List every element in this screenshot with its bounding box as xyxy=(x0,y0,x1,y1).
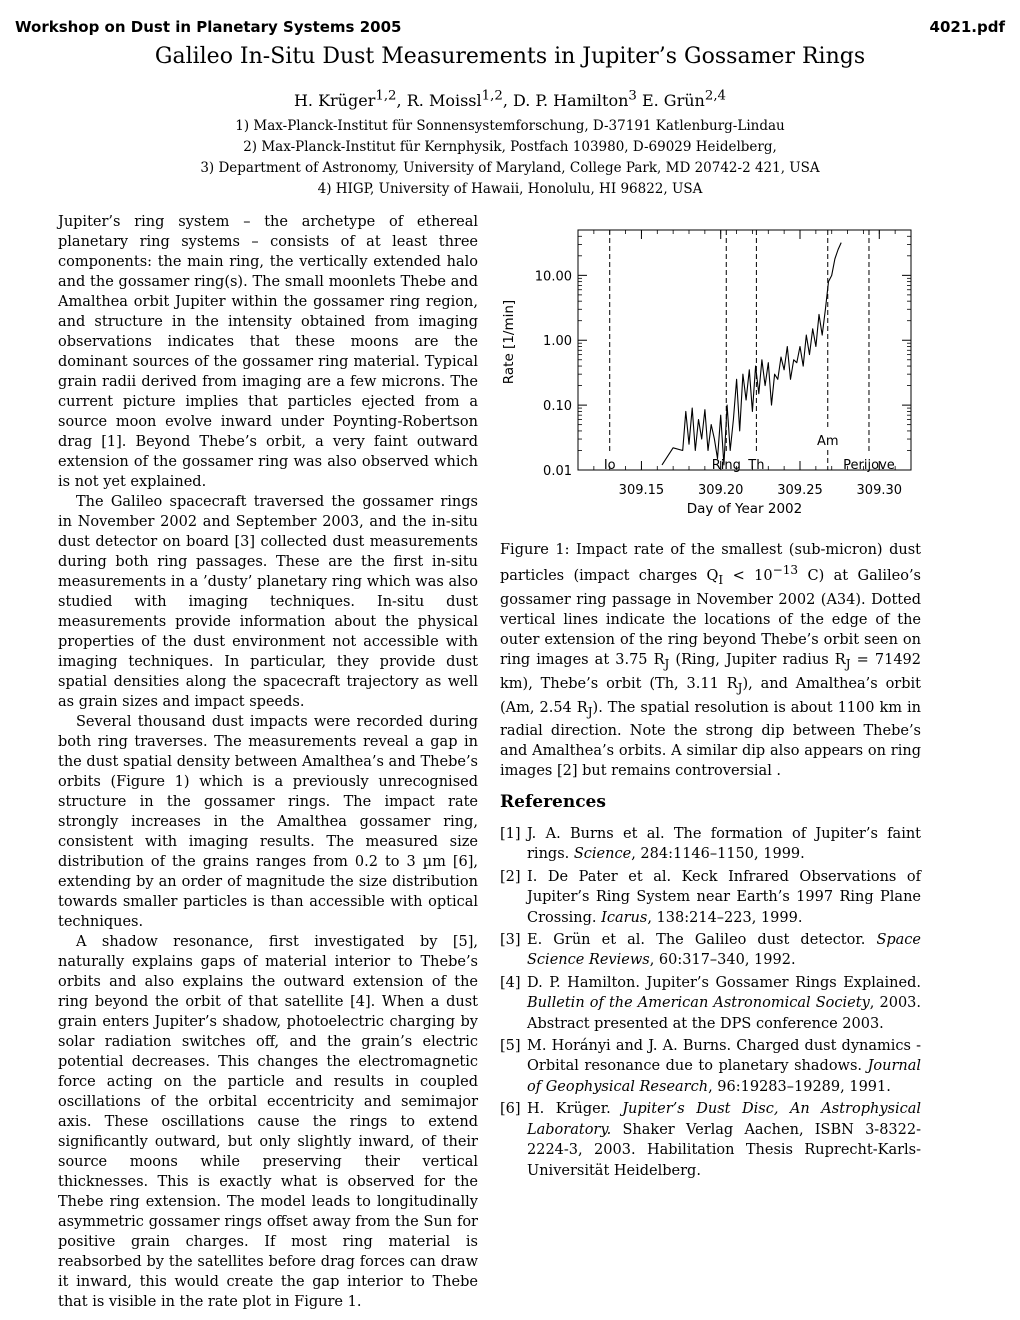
impact-rate-chart xyxy=(498,220,928,535)
reference-text: M. Horányi and J. A. Burns. Charged dust dynamics - Orbital resonance due to planetary shadows. Journal of Geophysical Research, 96:19283–19289, 1991. xyxy=(527,1038,921,1095)
reference-text: H. Krüger. Jupiter’s Dust Disc, An Astrophysical Laboratory. Shaker Verlag Aachen, ISBN 3-8322-2224-3, 2003. Habilitation Thesis Ruprecht-Karls-Universität Heidelberg. xyxy=(527,1101,921,1179)
running-header-right: 4021.pdf xyxy=(929,18,1005,36)
author-list xyxy=(0,89,1020,110)
reference-text: E. Grün et al. The Galileo dust detector. Space Science Reviews, 60:317–340, 1992. xyxy=(527,932,921,969)
reference-item xyxy=(500,930,921,971)
reference-text: J. A. Burns et al. The formation of Jupiter’s faint rings. Science, 284:1146–1150, 1999. xyxy=(527,826,921,863)
orbit-marker-label: Am xyxy=(816,434,839,449)
affiliations xyxy=(0,116,1020,200)
body-column xyxy=(58,212,478,1312)
y-tick-label: 1.00 xyxy=(543,334,572,350)
reference-item xyxy=(500,1099,921,1181)
reference-item xyxy=(500,973,921,1034)
reference-item xyxy=(500,824,921,865)
figure-caption xyxy=(500,540,921,781)
reference-number: [5] xyxy=(500,1038,521,1055)
body-paragraph-3: Several thousand dust impacts were recorded during both ring traverses. The measurements reveal a gap in the dust spatial density between Amalthea’s and Thebe’s orbits (Figure 1) which is a previously unrecognised structure in the gossamer rings. The impact rate strongly increases in the Amalthea gossamer ring, consistent with imaging results. The measured size distribution of the grains ranges from 0.2 to 3 µm [6], extending by an order of magnitude the size distribution towards smaller particles is than accessible with optical techniques. xyxy=(58,714,478,930)
affiliation-4: 4) HIGP, University of Hawaii, Honolulu, HI 96822, USA xyxy=(317,181,703,197)
orbit-marker-label: Ring xyxy=(711,458,741,473)
x-tick-label: 309.20 xyxy=(697,483,744,498)
reference-number: [2] xyxy=(500,868,521,885)
body-paragraph-4: A shadow resonance, first investigated by [5], naturally explains gaps of material interior to Thebe’s orbits and also explains the outward extension of the ring beyond the orbit of that satellite [4]. When a dust grain enters Jupiter’s shadow, photoelectric charging by solar radiation switches off, and the grain’s electric potential decreases. This changes the electromagnetic force acting on the particle and results in coupled oscillations of the orbital eccentricity and semimajor axis. These oscillations cause the rings to extend significantly outward, but only slightly inward, of their source moons while preserving their vertical thicknesses. This is exactly what is observed for the Thebe ring extension. The model leads to longitudinally asymmetric gossamer rings offset away from the Sun for positive grain charges. If most ring material is reabsorbed by the satellites before drag forces can draw it inward, this would create the gap interior to Thebe that is visible in the rate plot in Figure 1. xyxy=(58,934,478,1310)
reference-text: I. De Pater et al. Keck Infrared Observations of Jupiter’s Ring System near Earth’s 1997 Ring Plane Crossing. Icarus, 138:214–223, 1999. xyxy=(527,868,921,926)
reference-number: [3] xyxy=(500,932,521,949)
reference-item xyxy=(500,1036,921,1097)
reference-number: [4] xyxy=(500,974,521,991)
paper-title: Galileo In-Situ Dust Measurements in Jupiter’s Gossamer Rings xyxy=(154,44,866,69)
caption-rendered: Figure 1: Impact rate of the smallest (sub-micron) dust particles (impact charges $Q_I < 10^{-13}$ C) at Galileo’s gossamer ring passage in November 2002 (A34). Dotted vertical lines indicate the locations of the edge of the outer extension of the ring beyond Thebe’s orbit seen on ring images at 3.75 $R_J$ (Ring, Jupiter radius $R_J = 71492$ km), Thebe’s orbit (Th, 3.11 $R_J$), and Amalthea’s orbit (Am, 2.54 $R_J$). The spatial resolution is about 1100 km in radial direction. Note the strong dip between Thebe’s and Amalthea’s orbits. A similar dip also appears on ring images [2] but remains controversial . xyxy=(500,542,921,780)
author-line: H. Krüger$^{1,2}$, R. Moissl$^{1,2}$, D. P. Hamilton$^3$ E. Grün$^{2,4}$ xyxy=(293,89,727,111)
figure-1 xyxy=(498,220,928,535)
body-paragraph-2: The Galileo spacecraft traversed the gossamer rings in November 2002 and September 2003, and the in-situ dust detector on board [3] collected dust measurements during both ring passages. These are the first in-situ measurements in a ’dusty’ planetary ring which was also studied with imaging techniques. In-situ dust measurements provide information about the physical properties of the dust environment not accessible with imaging techniques. In particular, they provide dust spatial densities along the spacecraft trajectory as well as grain sizes and impact speeds. xyxy=(58,494,478,710)
affiliation-2: 2) Max-Planck-Institut für Kernphysik, Postfach 103980, D-69029 Heidelberg, xyxy=(243,139,777,155)
y-tick-label: 0.01 xyxy=(543,464,572,479)
affiliation-1: 1) Max-Planck-Institut für Sonnensystemforschung, D-37191 Katlenburg-Lindau xyxy=(235,118,785,134)
reference-text: D. P. Hamilton. Jupiter’s Gossamer Rings Explained. Bulletin of the American Astronomical Society, 2003. Abstract presented at the DPS conference 2003. xyxy=(527,974,922,1032)
orbit-marker-label: Io xyxy=(603,458,616,473)
x-tick-label: 309.15 xyxy=(618,483,665,498)
body-paragraph-1: Jupiter’s ring system – the archetype of ethereal planetary ring systems – consists of at least three components: the main ring, the vertically extended halo and the gossamer ring(s). The small moonlets Thebe and Amalthea orbit Jupiter within the gossamer ring region, and structure in the intensity obtained from imaging observations indicates that these moons are the dominant sources of the gossamer ring material. Typical grain radii derived from imaging are a few microns. The current picture implies that particles ejected from a source moon evolve inward under Poynting-Robertson drag [1]. Beyond Thebe’s orbit, a very faint outward extension of the gossamer ring was also observed which is not yet explained. xyxy=(58,214,478,490)
x-axis-label: Day of Year 2002 xyxy=(686,501,803,517)
x-tick-label: 309.30 xyxy=(856,483,903,498)
impact-rate-series-line xyxy=(662,243,841,465)
reference-item xyxy=(500,867,921,928)
plot-frame xyxy=(578,230,911,470)
y-axis-label: Rate [1/min] xyxy=(501,299,517,385)
reference-number: [6] xyxy=(500,1101,521,1118)
y-tick-label: 0.10 xyxy=(543,399,572,415)
reference-number: [1] xyxy=(500,826,521,842)
references-list xyxy=(500,824,921,1183)
orbit-marker-label: Th xyxy=(748,458,765,473)
y-tick-label: 10.00 xyxy=(534,269,572,285)
orbit-marker-label: Perijove xyxy=(843,458,895,473)
references-heading: References xyxy=(500,792,606,812)
running-header-left: Workshop on Dust in Planetary Systems 2005 xyxy=(15,18,402,36)
x-tick-label: 309.25 xyxy=(777,483,823,498)
affiliation-3: 3) Department of Astronomy, University of Maryland, College Park, MD 20742-2 421, USA xyxy=(200,160,820,176)
